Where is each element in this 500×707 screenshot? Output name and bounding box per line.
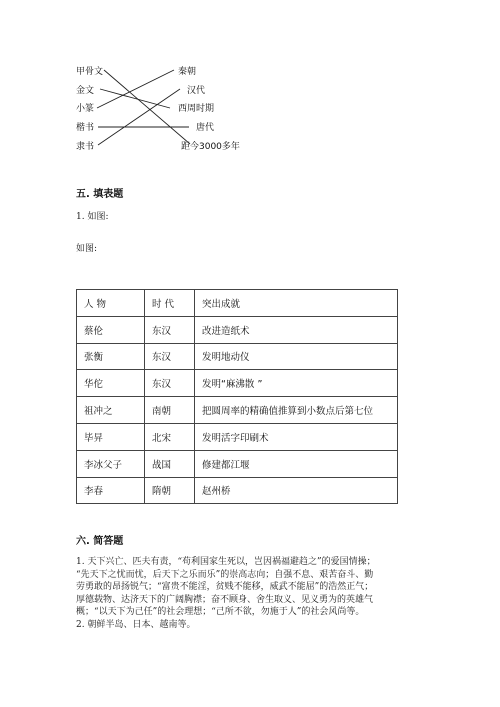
cell-person: 祖冲之 xyxy=(77,397,145,424)
cell-person: 李春 xyxy=(77,477,145,504)
question-1-intro: 如图: xyxy=(76,244,98,254)
cell-era: 北宋 xyxy=(145,423,195,450)
matching-lines xyxy=(0,0,500,170)
right-item: 秦朝 xyxy=(178,67,197,77)
left-item: 小篆 xyxy=(76,104,95,114)
answer-line: 劳勇敢的昂扬锐气；“富贵不能淫，贫贱不能移，威武不能屈”的浩然正气； xyxy=(76,582,374,592)
cell-era: 东汉 xyxy=(145,316,195,343)
cell-person: 张衡 xyxy=(77,343,145,370)
cell-achievement: 修建都江堰 xyxy=(195,450,398,477)
header-cell: 时 代 xyxy=(145,290,195,317)
match-line xyxy=(104,70,190,144)
table-row xyxy=(77,316,398,343)
short-answer-block xyxy=(76,556,416,631)
answer-line: “先天下之忧而忧，后天下之乐而乐”的崇高志向；自强不息、艰苦奋斗、勤 xyxy=(76,569,374,580)
cell-achievement: 发明“麻沸散 ” xyxy=(195,370,398,397)
cell-achievement: 发明地动仪 xyxy=(195,343,398,370)
right-item: 距今3000多年 xyxy=(181,142,240,152)
cell-person: 华佗 xyxy=(77,370,145,397)
table-row xyxy=(77,397,398,424)
header-cell: 突出成就 xyxy=(195,290,398,317)
match-line xyxy=(100,89,170,108)
cell-era: 东汉 xyxy=(145,370,195,397)
right-item: 汉代 xyxy=(187,86,206,96)
match-line xyxy=(97,70,174,108)
table-header-row xyxy=(77,290,398,317)
cell-achievement: 改进造纸术 xyxy=(195,316,398,343)
table-row xyxy=(77,477,398,504)
left-item: 金文 xyxy=(76,86,95,96)
cell-era: 战国 xyxy=(145,450,195,477)
match-line xyxy=(98,89,180,145)
answer-line: 2. 朝鲜半岛、日本、越南等。 xyxy=(76,619,196,630)
left-item: 楷书 xyxy=(76,123,95,133)
header-cell: 人 物 xyxy=(77,290,145,317)
right-item: 西周时期 xyxy=(178,104,215,114)
left-item: 隶书 xyxy=(76,142,95,152)
table-row xyxy=(77,343,398,370)
answer-line: 厚德载物、达济天下的广阔胸襟；奋不顾身、舍生取义、见义勇为的英雄气 xyxy=(76,594,374,605)
left-item: 甲骨文 xyxy=(76,67,104,77)
inventors-table xyxy=(76,289,398,504)
cell-person: 毕昇 xyxy=(77,423,145,450)
cell-era: 南朝 xyxy=(145,397,195,424)
right-item: 唐代 xyxy=(196,123,215,133)
table-row xyxy=(77,450,398,477)
cell-achievement: 赵州桥 xyxy=(195,477,398,504)
section-5-title: 五. 填表题 xyxy=(76,189,124,200)
cell-achievement: 把圆周率的精确值推算到小数点后第七位 xyxy=(195,397,398,424)
cell-person: 李冰父子 xyxy=(77,450,145,477)
cell-person: 蔡伦 xyxy=(77,316,145,343)
cell-achievement: 发明活字印刷术 xyxy=(195,423,398,450)
table-row xyxy=(77,370,398,397)
question-1: 1. 如图: xyxy=(76,212,109,222)
cell-era: 东汉 xyxy=(145,343,195,370)
answer-line: 概；“以天下为己任”的社会理想；“己所不欲，勿施于人”的社会风尚等。 xyxy=(76,607,365,617)
section-6-title: 六. 简答题 xyxy=(76,536,124,547)
answer-line: 1. 天下兴亡、匹夫有责，“苟利国家生死以，岂因祸福避趋之”的爱国情操； xyxy=(76,557,376,567)
table-row xyxy=(77,423,398,450)
cell-era: 隋朝 xyxy=(145,477,195,504)
